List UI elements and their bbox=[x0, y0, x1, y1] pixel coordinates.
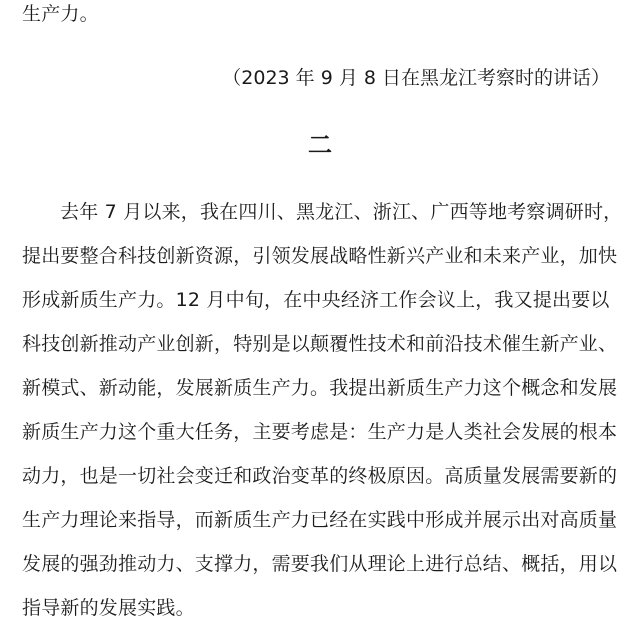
paragraph-line: 新模式、新动能，发展新质生产力。我提出新质生产力这个概念和发展 bbox=[22, 377, 618, 399]
paragraph-line: 科技创新推动产业创新，特别是以颠覆性技术和前沿技术催生新产业、 bbox=[22, 333, 618, 355]
section-number: 二 bbox=[308, 131, 332, 159]
source-note: （2023 年 9 月 8 日在黑龙江考察时的讲话） bbox=[222, 67, 610, 89]
paragraph-line: 新质生产力这个重大任务，主要考虑是：生产力是人类社会发展的根本 bbox=[22, 421, 618, 443]
paragraph-line: 动力，也是一切社会变迁和政治变革的终极原因。高质量发展需要新的 bbox=[22, 465, 618, 487]
paragraph-line: 指导新的发展实践。 bbox=[22, 597, 195, 619]
preceding-paragraph-fragment: 生产力。 bbox=[22, 3, 99, 25]
paragraph-line: 提出要整合科技创新资源，引领发展战略性新兴产业和未来产业，加快 bbox=[22, 245, 618, 267]
paragraph-line: 生产力理论来指导，而新质生产力已经在实践中形成并展示出对高质量 bbox=[22, 509, 618, 531]
paragraph-line: 发展的强劲推动力、支撑力，需要我们从理论上进行总结、概括，用以 bbox=[22, 553, 618, 575]
paragraph-line: 去年 7 月以来，我在四川、黑龙江、浙江、广西等地考察调研时， bbox=[60, 201, 623, 223]
paragraph-line: 形成新质生产力。12 月中旬，在中央经济工作会议上，我又提出要以 bbox=[22, 289, 610, 311]
